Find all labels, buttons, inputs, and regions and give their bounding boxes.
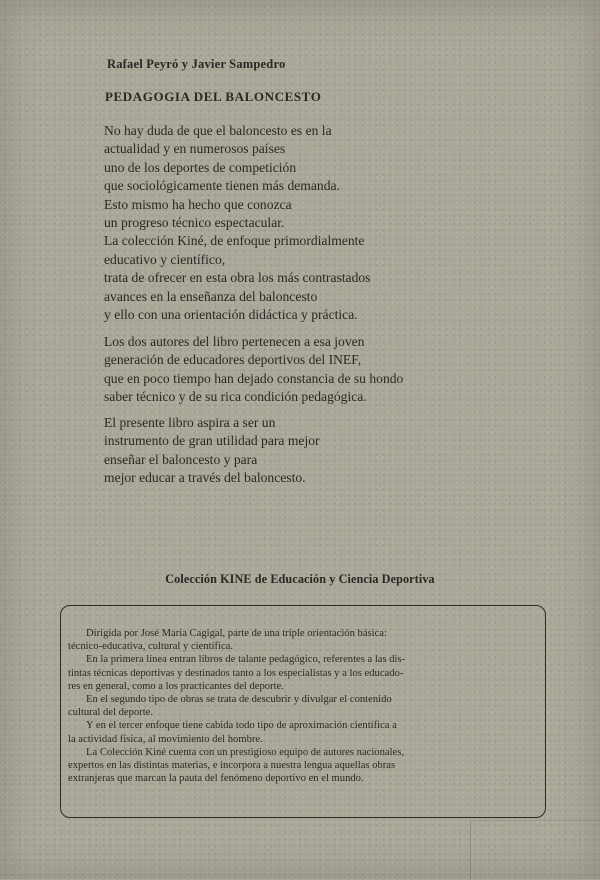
description-paragraph-1 [104, 122, 370, 324]
text-line: No hay duda de que el baloncesto es en la [104, 123, 332, 138]
text-line: En la primera línea entran libros de talante pedagógico, referentes a las dis- [86, 654, 406, 666]
text-line: actualidad y en numerosos países [104, 141, 286, 157]
text-line: saber técnico y de su rica condición pedagógica. [104, 389, 367, 405]
text-line: que en poco tiempo han dejado constancia de su hondo [104, 370, 404, 386]
text-line: generación de educadores deportivos del INEF, [104, 352, 362, 368]
collection-title: Colección KINE de Educación y Ciencia Deportiva [165, 572, 435, 586]
text-line: un progreso técnico espectacular. [104, 215, 285, 231]
text-line: trata de ofrecer en esta obra los más contrastados [104, 270, 371, 286]
cover-fold-mark [470, 820, 600, 880]
text-line: la actividad física, al movimiento del hombre. [68, 733, 263, 745]
book-title: PEDAGOGIA DEL BALONCESTO [105, 89, 322, 104]
text-line: La colección Kiné, de enfoque primordialmente [104, 233, 365, 249]
text-line: res en general, como a los practicantes del deporte. [68, 680, 284, 692]
text-line: tintas técnicas deportivas y destinados tanto a los especialistas y a los educado- [68, 667, 404, 679]
text-line: Los dos autores del libro pertenecen a esa joven [104, 334, 365, 349]
text-line: avances en la enseñanza del baloncesto [104, 288, 318, 304]
text-line: El presente libro aspira a ser un [104, 415, 276, 430]
authors-line: Rafael Peyró y Javier Sampedro [107, 57, 286, 71]
text-line: enseñar el baloncesto y para [104, 451, 258, 467]
text-line: La Colección Kiné cuenta con un prestigioso equipo de autores nacionales, [86, 746, 405, 758]
text-line: Y en el tercer enfoque tiene cabida todo tipo de aproximación científica a [86, 720, 397, 732]
text-line: Dirigida por José María Cagigal, parte de una triple orientación básica: [86, 628, 387, 639]
text-line: técnico-educativa, cultural y científica. [68, 641, 233, 653]
description-paragraph-3 [104, 414, 320, 488]
text-line: mejor educar a través del baloncesto. [104, 470, 306, 486]
text-line: cultural del deporte. [68, 707, 154, 719]
text-line: uno de los deportes de competición [104, 159, 297, 175]
text-line: En el segundo tipo de obras se trata de descubrir y divulgar el contenido [86, 694, 392, 706]
collection-description [68, 627, 518, 785]
text-line: expertos en las distintas materias, e incorpora a nuestra lengua aquellas obras [68, 760, 396, 772]
text-line: y ello con una orientación didáctica y práctica. [104, 307, 358, 323]
text-line: que sociológicamente tienen más demanda. [104, 178, 340, 194]
text-line: extranjeras que marcan la pauta del fenómeno deportivo en el mundo. [68, 773, 364, 785]
text-line: educativo y científico, [104, 251, 226, 267]
text-line: Esto mismo ha hecho que conozca [104, 196, 292, 212]
description-paragraph-2 [104, 333, 403, 407]
text-line: instrumento de gran utilidad para mejor [104, 433, 320, 449]
